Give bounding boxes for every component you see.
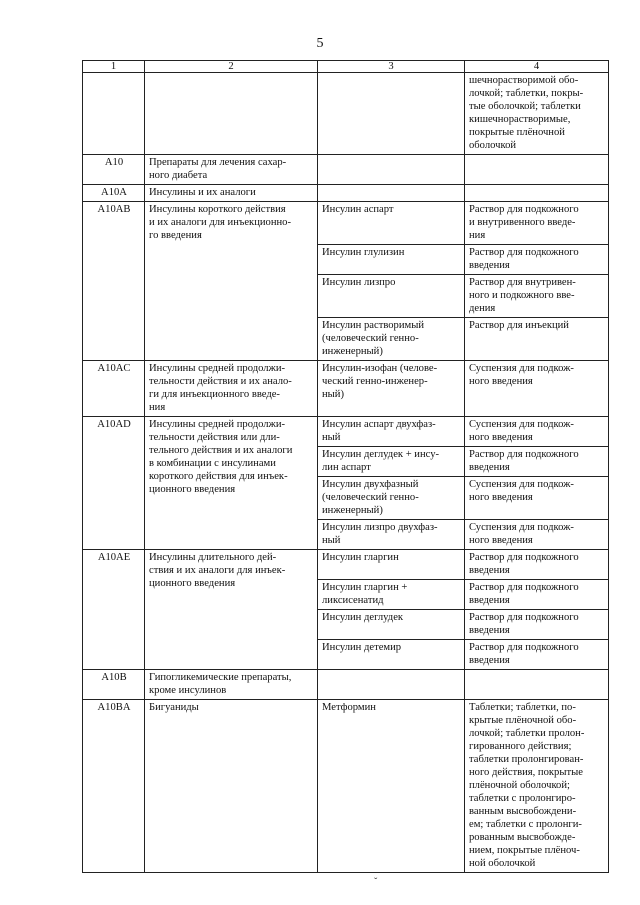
dosage-form-text: Суспензия для подкож- ного введения	[469, 479, 574, 503]
dosage-form-text: Раствор для подкожного введения	[469, 552, 579, 576]
atc-code: A10AD	[83, 417, 145, 550]
group-name	[145, 73, 318, 155]
drug-name: Инсулин глулизин	[318, 245, 465, 275]
dosage-form: Раствор для инъекций	[465, 318, 609, 361]
drug-name	[318, 417, 465, 447]
drug-name-text: Инсулин растворимый (человеческий генно- инженерный)	[322, 320, 425, 357]
atc-code: A10AB	[83, 202, 145, 361]
table-row	[83, 417, 609, 447]
drug-name-text: Инсулин аспарт двухфаз- ный	[322, 419, 436, 443]
drug-name	[318, 520, 465, 550]
table-row	[83, 155, 609, 185]
drug-name	[318, 477, 465, 520]
table-row	[83, 670, 609, 700]
group-name-text: Препараты для лечения сахар- ного диабета	[149, 157, 287, 181]
dosage-form	[465, 447, 609, 477]
column-number-row	[83, 61, 609, 73]
dosage-form	[465, 520, 609, 550]
drug-name: Инсулин лизпро	[318, 275, 465, 318]
dosage-form	[465, 73, 609, 155]
group-name-text: Инсулины короткого действия и их аналоги для инъекционно- го введения	[149, 204, 292, 241]
atc-code: A10	[83, 155, 145, 185]
dosage-form-text: Раствор для подкожного введения	[469, 642, 579, 666]
dosage-form-text: Суспензия для подкож- ного введения	[469, 363, 574, 387]
drug-name	[318, 155, 465, 185]
dosage-form-text: Раствор для подкожного введения	[469, 582, 579, 606]
dosage-form	[465, 640, 609, 670]
table-row	[83, 185, 609, 202]
dosage-form	[465, 550, 609, 580]
page-number: 5	[316, 36, 324, 51]
drug-name	[318, 580, 465, 610]
dosage-form	[465, 155, 609, 185]
atc-code: A10AE	[83, 550, 145, 670]
drug-name-text: Инсулин-изофан (челове- ческий генно-инженер- ный)	[322, 363, 438, 400]
dosage-form-text: Таблетки; таблетки, по- крытые плёночной обо- лочкой; таблетки пролон- гированного действия; таблетки пролонгирован- ного действия, покрытые плёночной оболочкой; таблетки с пролонгиро- ванным высвобождени- ем; таблетки с пролонги- рованным высвобожде- нием, покрытые плёноч- ной оболочкой	[469, 702, 585, 869]
dosage-form	[465, 185, 609, 202]
dosage-form	[465, 275, 609, 318]
group-name-text: Инсулины средней продолжи- тельности действия и их анало- ги для инъекционного введе- ния	[149, 363, 292, 413]
drug-name	[318, 361, 465, 417]
drug-name	[318, 318, 465, 361]
dosage-form	[465, 361, 609, 417]
dosage-form-text: Раствор для подкожного введения	[469, 612, 579, 636]
dosage-form-text: Раствор для внутривен- ного и подкожного вве- дения	[469, 277, 576, 314]
drug-name	[318, 73, 465, 155]
dosage-form	[465, 202, 609, 245]
group-name: Инсулины и их аналоги	[145, 185, 318, 202]
column-number: 4	[465, 61, 609, 73]
drug-name	[318, 447, 465, 477]
dosage-form	[465, 477, 609, 520]
dosage-form-text: Раствор для подкожного и внутривенного введе- ния	[469, 204, 579, 241]
dosage-form	[465, 700, 609, 873]
atc-code: A10A	[83, 185, 145, 202]
group-name	[145, 202, 318, 361]
drug-name: Инсулин гларгин	[318, 550, 465, 580]
dosage-form-text: Суспензия для подкож- ного введения	[469, 522, 574, 546]
drug-classification-table	[82, 60, 609, 873]
drug-name: Инсулин деглудек	[318, 610, 465, 640]
dosage-form	[465, 417, 609, 447]
atc-code: A10BA	[83, 700, 145, 873]
dosage-form-text: шечнорастворимой обо- лочкой; таблетки, покры- тые оболочкой; таблетки кишечнорастворимые, покрытые плёночной оболочкой	[469, 75, 584, 151]
atc-code: A10B	[83, 670, 145, 700]
table-row	[83, 73, 609, 155]
atc-code: A10AC	[83, 361, 145, 417]
scan-mark: ˇ	[374, 877, 378, 888]
group-name	[145, 550, 318, 670]
dosage-form-text: Суспензия для подкож- ного введения	[469, 419, 574, 443]
drug-name-text: Инсулин лизпро двухфаз- ный	[322, 522, 438, 546]
table-row	[83, 202, 609, 245]
column-number: 1	[83, 61, 145, 73]
drug-name	[318, 670, 465, 700]
group-name-text: Гипогликемические препараты, кроме инсулинов	[149, 672, 292, 696]
dosage-form-text: Раствор для подкожного введения	[469, 449, 579, 473]
table-row	[83, 700, 609, 873]
drug-name-text: Инсулин двухфазный (человеческий генно- инженерный)	[322, 479, 419, 516]
group-name-text: Инсулины средней продолжи- тельности действия или дли- тельного действия и их аналоги в комбинации с инсулинами короткого действия для инъек- ционного введения	[149, 419, 293, 495]
atc-code	[83, 73, 145, 155]
drug-name: Инсулин детемир	[318, 640, 465, 670]
drug-name: Инсулин аспарт	[318, 202, 465, 245]
dosage-form	[465, 580, 609, 610]
group-name	[145, 417, 318, 550]
drug-name-text: Инсулин деглудек + инсу- лин аспарт	[322, 449, 440, 473]
drug-name	[318, 185, 465, 202]
dosage-form	[465, 610, 609, 640]
group-name	[145, 155, 318, 185]
group-name: Бигуаниды	[145, 700, 318, 873]
drug-name-text: Инсулин гларгин + ликсисенатид	[322, 582, 408, 606]
group-name	[145, 361, 318, 417]
dosage-form	[465, 670, 609, 700]
table-row	[83, 550, 609, 580]
dosage-form-text: Раствор для подкожного введения	[469, 247, 579, 271]
dosage-form	[465, 245, 609, 275]
table-row	[83, 361, 609, 417]
column-number: 3	[318, 61, 465, 73]
group-name	[145, 670, 318, 700]
group-name-text: Инсулины длительного дей- ствия и их аналоги для инъек- ционного введения	[149, 552, 286, 589]
drug-name: Метформин	[318, 700, 465, 873]
column-number: 2	[145, 61, 318, 73]
